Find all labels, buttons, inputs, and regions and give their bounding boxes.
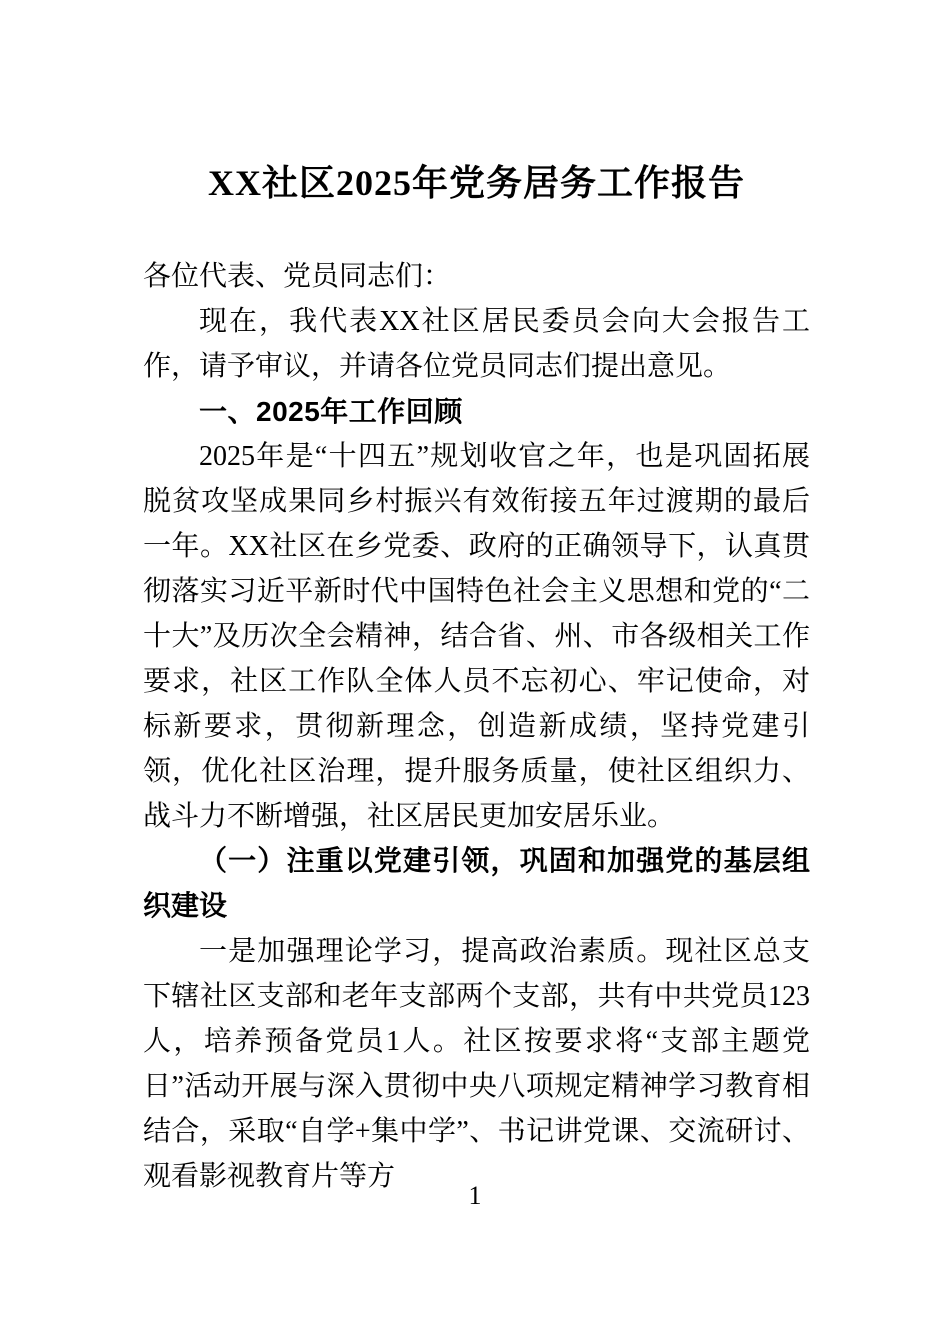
page-number: 1 xyxy=(468,1181,482,1210)
section-heading-2025-review: 一、2025年工作回顾 xyxy=(199,396,463,427)
paragraph-intro: 现在，我代表XX社区居民委员会向大会报告工作，请予审议，并请各位党员同志们提出意见。 xyxy=(143,306,810,382)
paragraph-overview: 2025年是“十四五”规划收官之年，也是巩固拓展脱贫攻坚成果同乡村振兴有效衔接五年过渡期的最后一年。XX社区在乡党委、政府的正确领导下，认真贯彻落实习近平新时代中国特色社会主义思想和党的“二十大”及历次全会精神，结合省、州、市各级相关工作要求，社区工作队全体人员不忘初心、牢记使命，对标新要求，贯彻新理念，创造新成绩，坚持党建引领，优化社区治理，提升服务质量，使社区组织力、战斗力不断增强，社区居民更加安居乐业。 xyxy=(143,441,810,832)
salutation-line: 各位代表、党员同志们： xyxy=(143,261,452,292)
sub-section-heading-party-building: （一）注重以党建引领，巩固和加强党的基层组织建设 xyxy=(143,846,810,922)
document-content xyxy=(143,0,810,1199)
paragraph-theory-study: 一是加强理论学习，提高政治素质。现社区总支下辖社区支部和老年支部两个支部，共有中共党员123人，培养预备党员1人。社区按要求将“支部主题党日”活动开展与深入贯彻中央八项规定精神学习教育相结合，采取“自学+集中学”、书记讲党课、交流研讨、观看影视教育片等方 xyxy=(143,936,810,1192)
document-title: XX社区2025年党务居务工作报告 xyxy=(208,163,745,203)
